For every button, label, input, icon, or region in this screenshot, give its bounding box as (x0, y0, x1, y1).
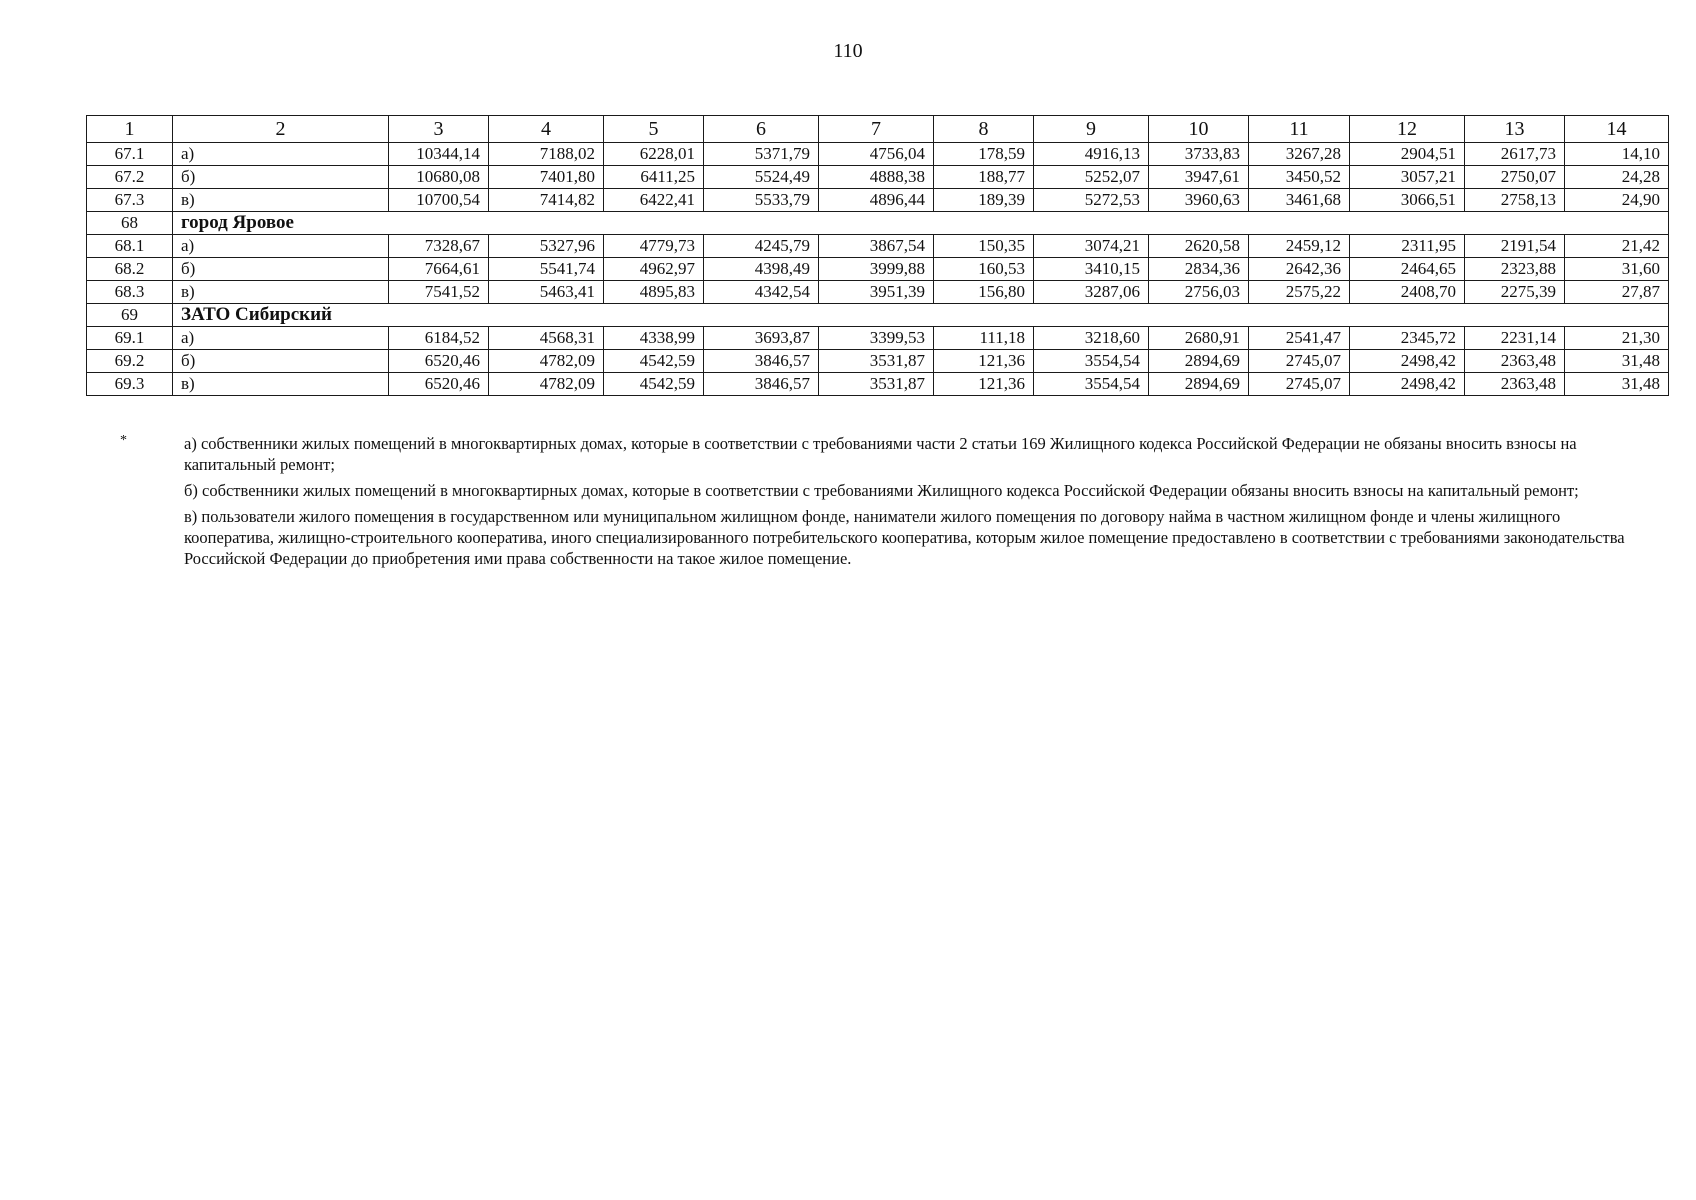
footnote-marker: * (120, 433, 127, 448)
table-cell-col-14: 24,90 (1565, 189, 1669, 212)
table-cell-col-13: 2617,73 (1465, 143, 1565, 166)
column-header-8: 8 (934, 116, 1034, 143)
row-number: 68.1 (87, 235, 173, 258)
table-cell-col-3: 6184,52 (389, 327, 489, 350)
table-cell-col-4: 7401,80 (489, 166, 604, 189)
table-cell-col-13: 2231,14 (1465, 327, 1565, 350)
row-category: б) (173, 258, 389, 281)
table-cell-col-10: 2894,69 (1149, 373, 1249, 396)
table-cell-col-12: 2311,95 (1350, 235, 1465, 258)
table-cell-col-12: 2464,65 (1350, 258, 1465, 281)
row-category: б) (173, 350, 389, 373)
column-header-4: 4 (489, 116, 604, 143)
table-cell-col-10: 2834,36 (1149, 258, 1249, 281)
table-cell-col-10: 2756,03 (1149, 281, 1249, 304)
table-cell-col-11: 2541,47 (1249, 327, 1350, 350)
table-row (87, 327, 1669, 350)
table-cell-col-13: 2750,07 (1465, 166, 1565, 189)
table-cell-col-5: 4962,97 (604, 258, 704, 281)
row-category: в) (173, 373, 389, 396)
table-cell-col-9: 3287,06 (1034, 281, 1149, 304)
table-cell-col-3: 7664,61 (389, 258, 489, 281)
column-header-2: 2 (173, 116, 389, 143)
footnote-text: а) собственники жилых помещений в многоквартирных домах, которые в соответствии с требованиями части 2 статьи 169 Жилищного кодекса Российской Федерации не обязаны вносить взносы на капитальный ремонт; (184, 434, 1577, 474)
table-cell-col-14: 24,28 (1565, 166, 1669, 189)
table-cell-col-4: 4568,31 (489, 327, 604, 350)
table-cell-col-14: 31,60 (1565, 258, 1669, 281)
table-cell-col-3: 7541,52 (389, 281, 489, 304)
column-header-9: 9 (1034, 116, 1149, 143)
table-cell-col-5: 6422,41 (604, 189, 704, 212)
table-cell-col-9: 3554,54 (1034, 350, 1149, 373)
table-cell-col-4: 4782,09 (489, 350, 604, 373)
table-cell-col-11: 3461,68 (1249, 189, 1350, 212)
table-cell-col-14: 27,87 (1565, 281, 1669, 304)
table-cell-col-11: 2745,07 (1249, 373, 1350, 396)
footnote-item (120, 480, 1650, 501)
footnote-text: б) собственники жилых помещений в многоквартирных домах, которые в соответствии с требованиями Жилищного кодекса Российской Федерации обязаны вносить взносы на капитальный ремонт; (184, 481, 1579, 500)
table-row (87, 281, 1669, 304)
table-cell-col-10: 3960,63 (1149, 189, 1249, 212)
table-cell-col-11: 3450,52 (1249, 166, 1350, 189)
table-cell-col-9: 3410,15 (1034, 258, 1149, 281)
table-cell-col-8: 160,53 (934, 258, 1034, 281)
row-category: а) (173, 327, 389, 350)
column-header-5: 5 (604, 116, 704, 143)
footnote-item (120, 433, 1650, 475)
table-cell-col-6: 3693,87 (704, 327, 819, 350)
row-number: 69.2 (87, 350, 173, 373)
table-cell-col-12: 3066,51 (1350, 189, 1465, 212)
table-row (87, 350, 1669, 373)
footnotes (120, 433, 1650, 574)
table-cell-col-12: 2904,51 (1350, 143, 1465, 166)
table-cell-col-14: 31,48 (1565, 350, 1669, 373)
table-cell-col-9: 3218,60 (1034, 327, 1149, 350)
table-cell-col-12: 2408,70 (1350, 281, 1465, 304)
table-cell-col-13: 2363,48 (1465, 350, 1565, 373)
table-cell-col-14: 31,48 (1565, 373, 1669, 396)
row-number: 69.1 (87, 327, 173, 350)
table-cell-col-6: 5524,49 (704, 166, 819, 189)
table-row (87, 143, 1669, 166)
column-header-1: 1 (87, 116, 173, 143)
footnote-item (120, 506, 1650, 569)
column-header-13: 13 (1465, 116, 1565, 143)
table-cell-col-12: 2498,42 (1350, 373, 1465, 396)
table-cell-col-5: 6411,25 (604, 166, 704, 189)
table-cell-col-4: 4782,09 (489, 373, 604, 396)
table-cell-col-5: 4542,59 (604, 350, 704, 373)
table-cell-col-11: 2575,22 (1249, 281, 1350, 304)
table-cell-col-13: 2758,13 (1465, 189, 1565, 212)
table-cell-col-10: 3733,83 (1149, 143, 1249, 166)
table-cell-col-8: 156,80 (934, 281, 1034, 304)
table-cell-col-7: 3951,39 (819, 281, 934, 304)
column-header-6: 6 (704, 116, 819, 143)
table-row (87, 235, 1669, 258)
table-cell-col-7: 3531,87 (819, 373, 934, 396)
group-row (87, 304, 1669, 327)
footnote-marker (120, 506, 184, 569)
table-cell-col-14: 14,10 (1565, 143, 1669, 166)
column-header-14: 14 (1565, 116, 1669, 143)
table-cell-col-12: 3057,21 (1350, 166, 1465, 189)
group-title: ЗАТО Сибирский (173, 304, 1669, 327)
table-cell-col-10: 2894,69 (1149, 350, 1249, 373)
table-cell-col-3: 10680,08 (389, 166, 489, 189)
table-cell-col-12: 2345,72 (1350, 327, 1465, 350)
header-row (87, 116, 1669, 143)
table-row (87, 373, 1669, 396)
table-cell-col-9: 3074,21 (1034, 235, 1149, 258)
page-number: 110 (833, 40, 863, 62)
table-cell-col-5: 6228,01 (604, 143, 704, 166)
table-row (87, 258, 1669, 281)
table-cell-col-6: 3846,57 (704, 373, 819, 396)
table-cell-col-9: 3554,54 (1034, 373, 1149, 396)
table-cell-col-3: 7328,67 (389, 235, 489, 258)
table-cell-col-3: 10344,14 (389, 143, 489, 166)
row-number: 68.3 (87, 281, 173, 304)
row-number: 68 (87, 212, 173, 235)
column-header-10: 10 (1149, 116, 1249, 143)
table-cell-col-14: 21,42 (1565, 235, 1669, 258)
group-title: город Яровое (173, 212, 1669, 235)
column-header-11: 11 (1249, 116, 1350, 143)
table-cell-col-11: 3267,28 (1249, 143, 1350, 166)
table-cell-col-11: 2459,12 (1249, 235, 1350, 258)
column-header-12: 12 (1350, 116, 1465, 143)
table-cell-col-7: 4756,04 (819, 143, 934, 166)
table-cell-col-13: 2323,88 (1465, 258, 1565, 281)
table-cell-col-12: 2498,42 (1350, 350, 1465, 373)
group-row (87, 212, 1669, 235)
row-number: 69 (87, 304, 173, 327)
table-cell-col-4: 5541,74 (489, 258, 604, 281)
table-cell-col-13: 2275,39 (1465, 281, 1565, 304)
table-cell-col-14: 21,30 (1565, 327, 1669, 350)
row-number: 67.3 (87, 189, 173, 212)
table-cell-col-3: 6520,46 (389, 373, 489, 396)
column-header-7: 7 (819, 116, 934, 143)
table-cell-col-5: 4895,83 (604, 281, 704, 304)
table-cell-col-13: 2363,48 (1465, 373, 1565, 396)
table-cell-col-5: 4542,59 (604, 373, 704, 396)
table-cell-col-4: 7188,02 (489, 143, 604, 166)
table-cell-col-8: 178,59 (934, 143, 1034, 166)
row-number: 67.1 (87, 143, 173, 166)
table-cell-col-4: 5463,41 (489, 281, 604, 304)
table-cell-col-5: 4779,73 (604, 235, 704, 258)
row-number: 69.3 (87, 373, 173, 396)
table-cell-col-7: 4896,44 (819, 189, 934, 212)
table-cell-col-7: 3531,87 (819, 350, 934, 373)
row-category: в) (173, 281, 389, 304)
table-cell-col-7: 4888,38 (819, 166, 934, 189)
table-cell-col-6: 5371,79 (704, 143, 819, 166)
table-cell-col-7: 3867,54 (819, 235, 934, 258)
table-cell-col-11: 2642,36 (1249, 258, 1350, 281)
table-cell-col-10: 2680,91 (1149, 327, 1249, 350)
table-cell-col-9: 5252,07 (1034, 166, 1149, 189)
table-cell-col-10: 3947,61 (1149, 166, 1249, 189)
table-cell-col-4: 5327,96 (489, 235, 604, 258)
table-cell-col-8: 121,36 (934, 373, 1034, 396)
table-cell-col-3: 6520,46 (389, 350, 489, 373)
table-cell-col-6: 3846,57 (704, 350, 819, 373)
table-cell-col-9: 5272,53 (1034, 189, 1149, 212)
row-number: 67.2 (87, 166, 173, 189)
table-row (87, 189, 1669, 212)
table-cell-col-4: 7414,82 (489, 189, 604, 212)
row-number: 68.2 (87, 258, 173, 281)
footnote-marker (120, 480, 184, 501)
table-cell-col-13: 2191,54 (1465, 235, 1565, 258)
row-category: в) (173, 189, 389, 212)
row-category: а) (173, 143, 389, 166)
table-cell-col-8: 189,39 (934, 189, 1034, 212)
table-cell-col-6: 4398,49 (704, 258, 819, 281)
table-cell-col-7: 3999,88 (819, 258, 934, 281)
table-cell-col-8: 111,18 (934, 327, 1034, 350)
row-category: б) (173, 166, 389, 189)
table-cell-col-6: 4245,79 (704, 235, 819, 258)
table-body (87, 143, 1669, 396)
table-cell-col-5: 4338,99 (604, 327, 704, 350)
table-cell-col-11: 2745,07 (1249, 350, 1350, 373)
table-header (87, 116, 1669, 143)
table-cell-col-3: 10700,54 (389, 189, 489, 212)
footnote-text: в) пользователи жилого помещения в государственном или муниципальном жилищном фонде, наниматели жилого помещения по договору найма в частном жилищном фонде и члены жилищного кооператива, жилищно-строительного кооператива, иного специализированного потребительского кооператива, которым жилое помещение предоставлено в соответствии с требованиями законодательства Российской Федерации до приобретения ими права собственности на такое жилое помещение. (184, 507, 1625, 568)
table-cell-col-7: 3399,53 (819, 327, 934, 350)
table-row (87, 166, 1669, 189)
column-header-3: 3 (389, 116, 489, 143)
table-cell-col-6: 5533,79 (704, 189, 819, 212)
table-cell-col-9: 4916,13 (1034, 143, 1149, 166)
table-cell-col-10: 2620,58 (1149, 235, 1249, 258)
row-category: а) (173, 235, 389, 258)
table-cell-col-8: 150,35 (934, 235, 1034, 258)
table-cell-col-8: 121,36 (934, 350, 1034, 373)
table-cell-col-6: 4342,54 (704, 281, 819, 304)
tariff-table (86, 115, 1669, 396)
table-cell-col-8: 188,77 (934, 166, 1034, 189)
